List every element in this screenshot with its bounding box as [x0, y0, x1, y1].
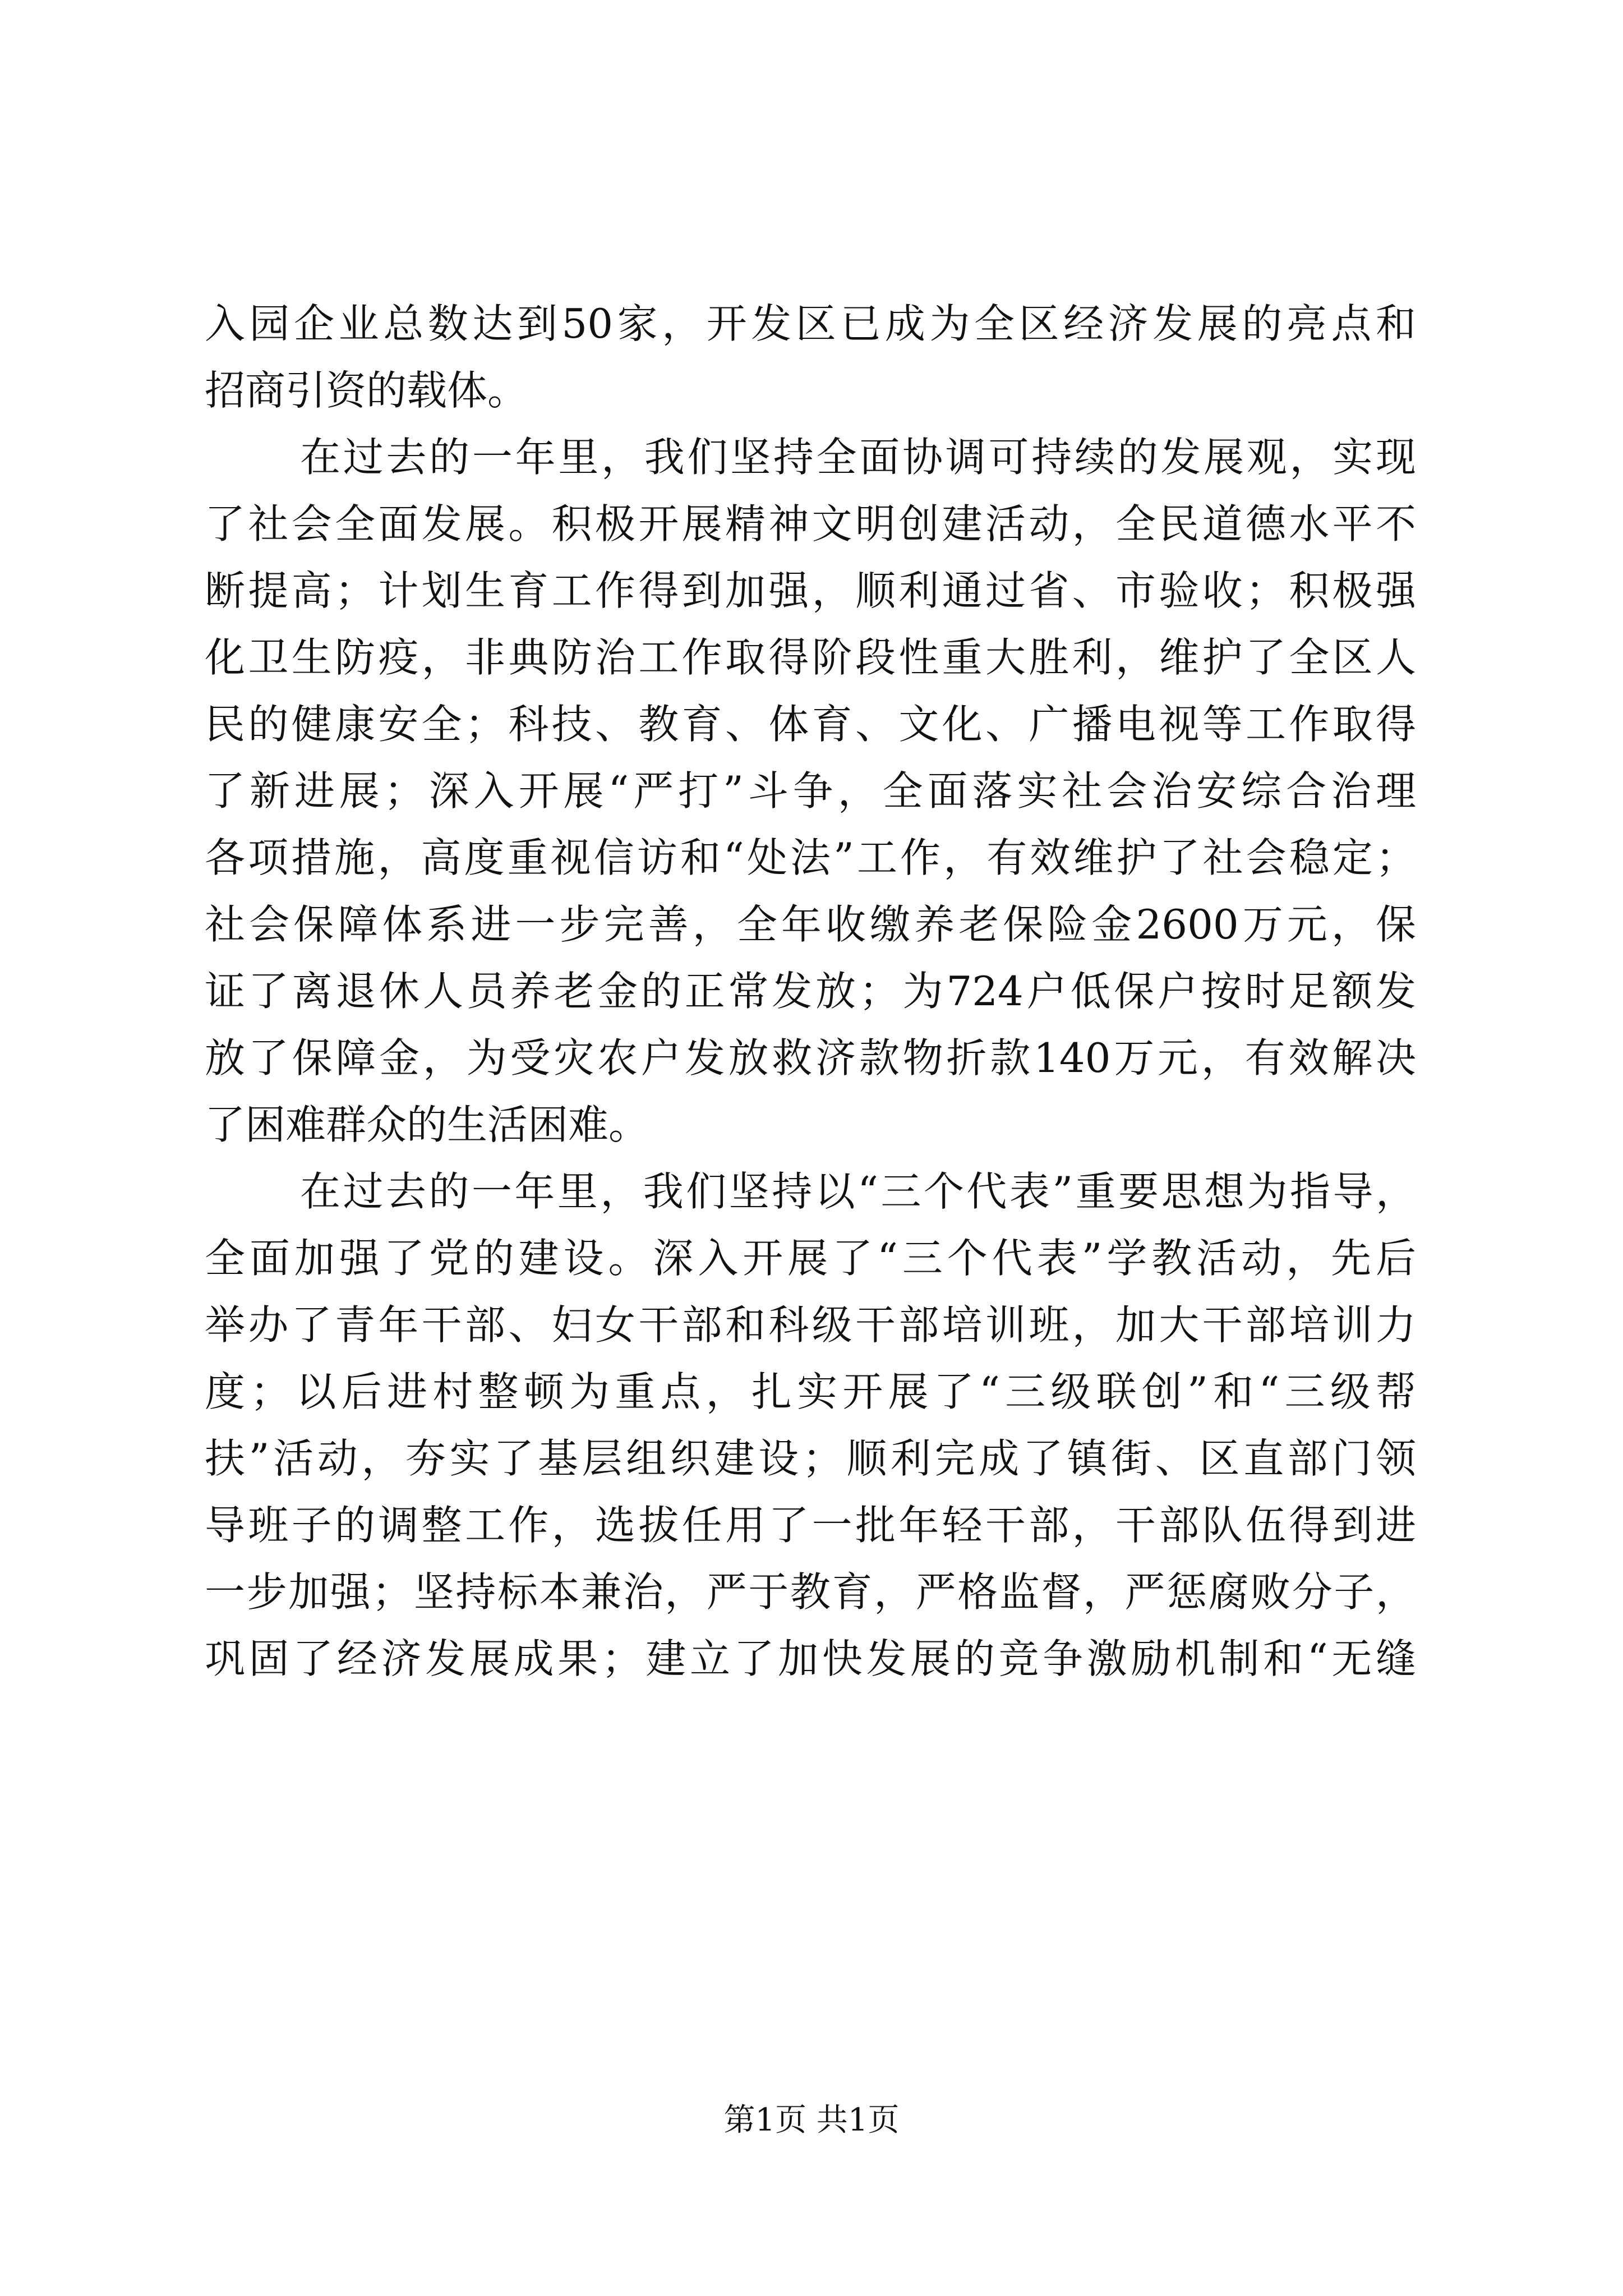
text-line: 度；以后进村整顿为重点，扎实开展了“三级联创”和“三级帮: [205, 1368, 1416, 1415]
text-line: 一步加强；坚持标本兼治，严于教育，严格监督，严惩腐败分子，: [205, 1568, 1416, 1616]
text-line: 社会保障体系进一步完善，全年收缴养老保险金2600万元，保: [205, 901, 1416, 948]
text-line: 民的健康安全；科技、教育、体育、文化、广播电视等工作取得: [205, 701, 1416, 748]
text-line: 在过去的一年里，我们坚持以“三个代表”重要思想为指导，: [300, 1168, 1416, 1215]
text-line: 扶”活动，夯实了基层组织建设；顺利完成了镇街、区直部门领: [205, 1435, 1416, 1482]
text-line: 巩固了经济发展成果；建立了加快发展的竞争激励机制和“无缝: [205, 1635, 1416, 1682]
text-line: 入园企业总数达到50家，开发区已成为全区经济发展的亮点和: [205, 300, 1416, 347]
text-line: 招商引资的载体。: [205, 367, 528, 414]
text-line: 证了离退休人员养老金的正常发放；为724户低保户按时足额发: [205, 968, 1416, 1015]
page-number-label: 第1页 共1页: [723, 2102, 900, 2138]
page-footer: [0, 2098, 1623, 2143]
text-line: 各项措施，高度重视信访和“处法”工作，有效维护了社会稳定；: [205, 834, 1416, 881]
text-line: 在过去的一年里，我们坚持全面协调可持续的发展观，实现: [300, 434, 1416, 481]
text-line: 放了保障金，为受灾农户发放救济款物折款140万元，有效解决: [205, 1034, 1416, 1082]
text-line: 了社会全面发展。积极开展精神文明创建活动，全民道德水平不: [205, 500, 1416, 547]
text-line: 全面加强了党的建设。深入开展了“三个代表”学教活动，先后: [205, 1235, 1416, 1282]
text-line: 了新进展；深入开展“严打”斗争，全面落实社会治安综合治理: [205, 767, 1416, 815]
document-body: [205, 291, 1416, 1692]
text-line: 了困难群众的生活困难。: [205, 1101, 649, 1148]
text-line: 举办了青年干部、妇女干部和科级干部培训班，加大干部培训力: [205, 1301, 1416, 1349]
text-line: 断提高；计划生育工作得到加强，顺利通过省、市验收；积极强: [205, 567, 1416, 614]
text-line: 导班子的调整工作，选拔任用了一批年轻干部，干部队伍得到进: [205, 1502, 1416, 1549]
text-line: 化卫生防疫，非典防治工作取得阶段性重大胜利，维护了全区人: [205, 634, 1416, 681]
